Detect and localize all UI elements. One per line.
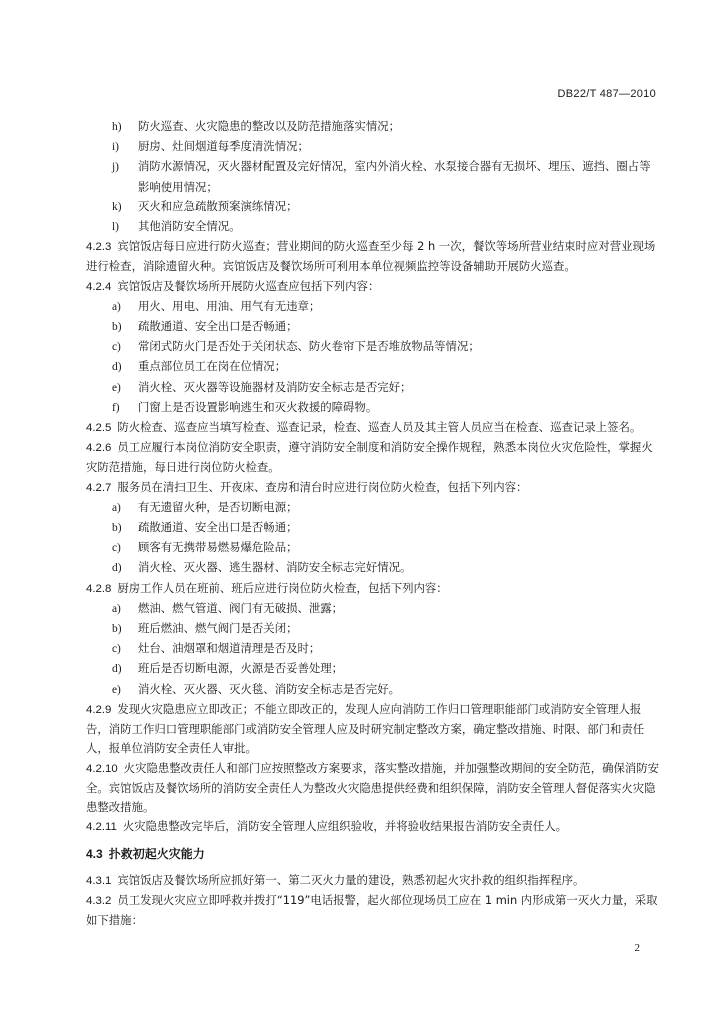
- clause-number: 4.2.3: [86, 241, 112, 254]
- clause-paragraph: [86, 418, 660, 438]
- list-item-text: 灭火和应急疏散预案演练情况；: [138, 198, 298, 213]
- clause-text: 宾馆饭店每日应进行防火巡查；营业期间的防火巡查至少每 2 h 一次，餐饮等场所营业结束时应对营业现场进行检查，消除遗留火种。宾馆饭店及餐饮场所可利用本单位视频监控等设备辅助开展防火巡查。: [86, 239, 656, 274]
- list-item: [86, 558, 660, 578]
- section-title: 扑救初起火灾能力: [108, 847, 205, 862]
- list-item: [86, 317, 660, 337]
- list-item-text: 消防水源情况，灭火器材配置及完好情况，室内外消火栓、水泵接合器有无损坏、埋压、遮挡、圈占等影响使用情况；: [138, 159, 651, 194]
- list-item: [86, 217, 660, 237]
- list-marker: d): [112, 663, 122, 676]
- clause-paragraph: [86, 891, 660, 930]
- list-item: [86, 117, 660, 137]
- list-marker: k): [112, 200, 122, 213]
- clause-paragraph: [86, 817, 660, 837]
- list-item: [86, 619, 660, 639]
- list-item-text: 其他消防安全情况。: [138, 219, 241, 234]
- clause-number: 4.3.2: [86, 894, 112, 907]
- clause-paragraph: [86, 759, 660, 818]
- clause-number: 4.2.6: [86, 442, 112, 455]
- list-item: [86, 398, 660, 418]
- clause-number: 4.2.9: [86, 703, 112, 716]
- list-item: [86, 599, 660, 619]
- clause-paragraph: [86, 700, 660, 759]
- list-marker: b): [112, 522, 122, 535]
- list-item-text: 班后燃油、燃气阀门是否关闭；: [138, 621, 298, 636]
- list-item-text: 防火巡查、火灾隐患的整改以及防范措施落实情况；: [138, 119, 400, 133]
- list-item-text: 用火、用电、用油、用气有无违章；: [138, 298, 321, 313]
- list-item: [86, 378, 660, 398]
- clause-text: 服务员在清扫卫生、开夜床、查房和清台时应进行岗位防火检查，包括下列内容：: [117, 479, 528, 494]
- list-item: [86, 498, 660, 518]
- clause-paragraph: [86, 579, 660, 599]
- list-marker: e): [112, 381, 121, 394]
- list-item-text: 消火栓、灭火器、灭火毯、消防安全标志是否完好。: [138, 681, 400, 696]
- list-item-text: 重点部位员工在岗在位情况；: [138, 359, 287, 374]
- clause-paragraph: [86, 871, 660, 891]
- clause-number: 4.2.10: [86, 762, 118, 775]
- clause-text: 员工发现火灾应立即呼救并拨打“119”电话报警，起火部位现场员工应在 1 min 内形成第一灭火力量，采取如下措施：: [86, 892, 658, 927]
- list-item-text: 有无遗留火种，是否切断电源；: [138, 499, 298, 514]
- clause-number: 4.2.5: [86, 422, 112, 435]
- list-marker: h): [112, 121, 122, 133]
- list-marker: l): [112, 221, 119, 234]
- clause-text: 火灾隐患整改责任人和部门应按照整改方案要求，落实整改措施，并加强整改期间的安全防范，确保消防安全。宾馆饭店及餐饮场所的消防安全责任人为整改火灾隐患提供经费和组织保障，消防安全管理人督促落实火灾隐患整改措施。: [86, 760, 660, 814]
- clause-text: 员工应履行本岗位消防安全职责，遵守消防安全制度和消防安全操作规程，熟悉本岗位火灾危险性，掌握火灾防范措施，每日进行岗位防火检查。: [86, 440, 653, 475]
- clause-number: 4.2.8: [86, 582, 112, 595]
- clause-number: 4.2.4: [86, 280, 112, 293]
- clause-text: 宾馆饭店及餐饮场所应抓好第一、第二灭火力量的建设，熟悉初起火灾扑救的组织指挥程序。: [117, 872, 585, 887]
- list-item-text: 门窗上是否设置影响逃生和灭火救援的障碍物。: [138, 399, 378, 414]
- clause-number: 4.3.1: [86, 874, 112, 887]
- clause-text: 火灾隐患整改完毕后，消防安全管理人应组织验收，并将验收结果报告消防安全责任人。: [122, 819, 568, 834]
- list-marker: d): [112, 361, 122, 374]
- list-marker: f): [112, 401, 120, 414]
- list-item-text: 消火栓、灭火器、逃生器材、消防安全标志完好情况。: [138, 560, 412, 575]
- list-marker: i): [112, 141, 119, 154]
- list-item: [86, 157, 660, 196]
- clause-number: 4.2.7: [86, 481, 112, 494]
- list-marker: a): [112, 300, 121, 313]
- clause-paragraph: [86, 277, 660, 297]
- clause-text: 厨房工作人员在班前、班后应进行岗位防火检查，包括下列内容：: [117, 580, 448, 595]
- list-item: [86, 538, 660, 558]
- list-marker: b): [112, 321, 122, 334]
- list-marker: a): [112, 602, 121, 615]
- list-marker: c): [112, 542, 121, 555]
- clause-text: 宾馆饭店及餐饮场所开展防火巡查应包括下列内容：: [117, 278, 380, 293]
- list-item-text: 班后是否切断电源，火源是否妥善处理；: [138, 661, 344, 676]
- list-item: [86, 137, 660, 157]
- page-number: 2: [634, 942, 640, 954]
- standard-code: DB22/T 487—2010: [557, 88, 656, 100]
- list-item: [86, 357, 660, 377]
- list-marker: d): [112, 562, 122, 575]
- section-heading: [86, 845, 660, 864]
- list-marker: c): [112, 341, 121, 354]
- clause-text: 发现火灾隐患应立即改正；不能立即改正的，发现人应向消防工作归口管理职能部门或消防安全管理人报告，消防工作归口管理职能部门或消防安全管理人应及时研究制定整改方案，确定整改措施、时限、部门和责任人，报单位消防安全责任人审批。: [86, 701, 645, 756]
- list-marker: e): [112, 683, 121, 696]
- list-item: [86, 680, 660, 700]
- list-item-text: 常闭式防火门是否处于关闭状态、防火卷帘下是否堆放物品等情况；: [138, 339, 480, 354]
- list-marker: a): [112, 501, 121, 514]
- list-item: [86, 518, 660, 538]
- list-marker: j): [112, 161, 119, 174]
- clause-paragraph: [86, 237, 660, 276]
- list-item: [86, 197, 660, 217]
- list-item-text: 燃油、燃气管道、阀门有无破损、泄露；: [138, 600, 344, 615]
- list-item: [86, 639, 660, 659]
- clause-number: 4.2.11: [86, 821, 117, 834]
- clause-paragraph: [86, 438, 660, 477]
- list-item-text: 灶台、油烟罩和烟道清理是否及时；: [138, 641, 321, 656]
- clause-text: 防火检查、巡查应当填写检查、巡查记录，检查、巡查人员及其主管人员应当在检查、巡查记录上签名。: [117, 420, 642, 435]
- list-item: [86, 337, 660, 357]
- section-number: 4.3: [86, 847, 103, 862]
- list-marker: c): [112, 643, 121, 656]
- list-item-text: 厨房、灶间烟道每季度清洗情况；: [138, 139, 309, 154]
- list-item: [86, 659, 660, 679]
- list-item-text: 疏散通道、安全出口是否畅通；: [138, 319, 298, 334]
- list-marker: b): [112, 623, 122, 636]
- list-item: [86, 297, 660, 317]
- list-item-text: 疏散通道、安全出口是否畅通；: [138, 520, 298, 535]
- list-item-text: 消火栓、灭火器等设施器材及消防安全标志是否完好；: [138, 379, 412, 394]
- list-item-text: 顾客有无携带易燃易爆危险品；: [138, 540, 298, 555]
- clause-paragraph: [86, 478, 660, 498]
- document-body: [86, 117, 660, 930]
